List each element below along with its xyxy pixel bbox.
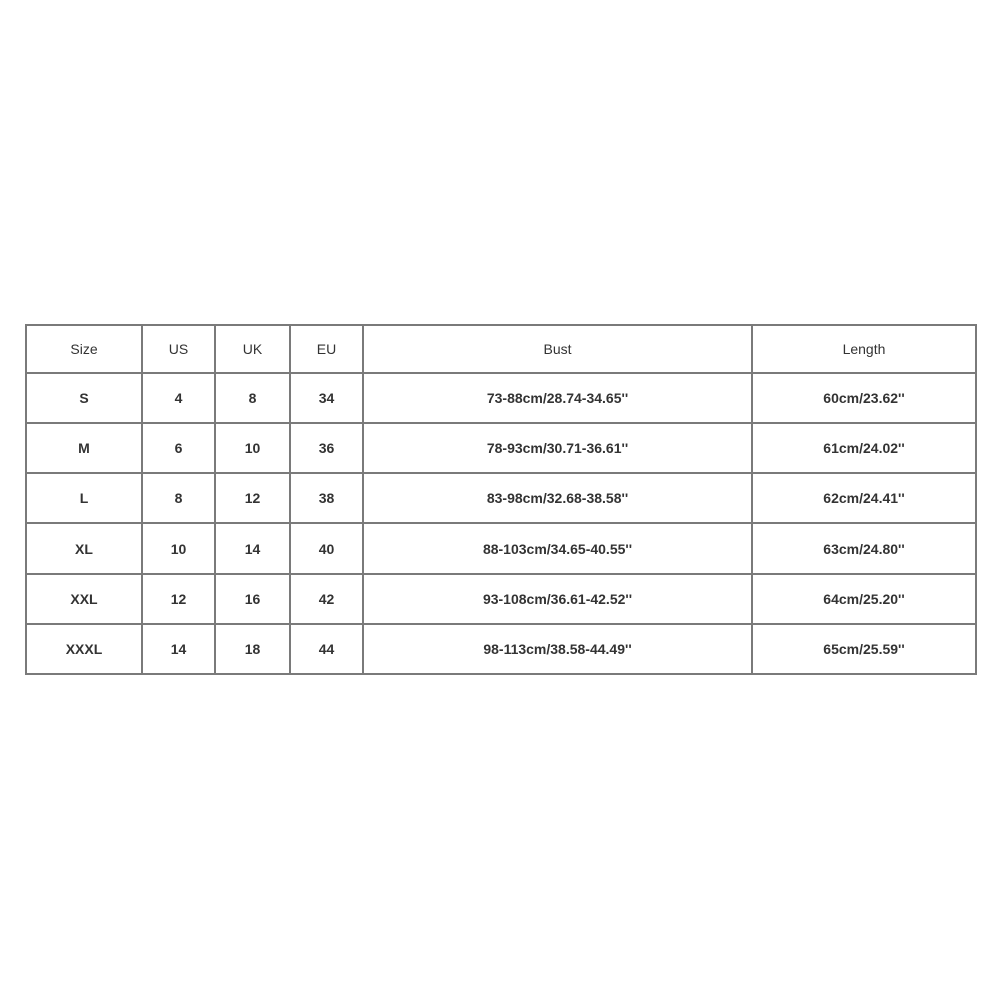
cell-eu: 36 xyxy=(290,423,363,473)
cell-bust: 93-108cm/36.61-42.52'' xyxy=(363,574,752,624)
cell-length: 63cm/24.80'' xyxy=(752,523,976,573)
cell-uk: 8 xyxy=(215,373,290,423)
cell-size: XL xyxy=(26,523,142,573)
cell-bust: 88-103cm/34.65-40.55'' xyxy=(363,523,752,573)
cell-uk: 18 xyxy=(215,624,290,674)
cell-length: 60cm/23.62'' xyxy=(752,373,976,423)
header-row xyxy=(26,325,976,373)
table-row xyxy=(26,473,976,523)
header-us: US xyxy=(142,325,215,373)
cell-us: 12 xyxy=(142,574,215,624)
table-row xyxy=(26,624,976,674)
cell-length: 62cm/24.41'' xyxy=(752,473,976,523)
cell-size: S xyxy=(26,373,142,423)
header-uk: UK xyxy=(215,325,290,373)
cell-eu: 40 xyxy=(290,523,363,573)
cell-us: 8 xyxy=(142,473,215,523)
cell-us: 14 xyxy=(142,624,215,674)
cell-uk: 14 xyxy=(215,523,290,573)
cell-size: M xyxy=(26,423,142,473)
cell-size: L xyxy=(26,473,142,523)
cell-uk: 16 xyxy=(215,574,290,624)
cell-size: XXL xyxy=(26,574,142,624)
cell-eu: 34 xyxy=(290,373,363,423)
cell-bust: 78-93cm/30.71-36.61'' xyxy=(363,423,752,473)
header-eu: EU xyxy=(290,325,363,373)
cell-length: 65cm/25.59'' xyxy=(752,624,976,674)
cell-eu: 44 xyxy=(290,624,363,674)
cell-us: 10 xyxy=(142,523,215,573)
table-row xyxy=(26,574,976,624)
table-row xyxy=(26,373,976,423)
header-size: Size xyxy=(26,325,142,373)
size-chart-table xyxy=(25,324,977,675)
cell-length: 64cm/25.20'' xyxy=(752,574,976,624)
cell-bust: 73-88cm/28.74-34.65'' xyxy=(363,373,752,423)
cell-size: XXXL xyxy=(26,624,142,674)
cell-eu: 38 xyxy=(290,473,363,523)
cell-bust: 98-113cm/38.58-44.49'' xyxy=(363,624,752,674)
cell-us: 4 xyxy=(142,373,215,423)
cell-us: 6 xyxy=(142,423,215,473)
cell-uk: 10 xyxy=(215,423,290,473)
cell-uk: 12 xyxy=(215,473,290,523)
cell-bust: 83-98cm/32.68-38.58'' xyxy=(363,473,752,523)
cell-length: 61cm/24.02'' xyxy=(752,423,976,473)
table-row xyxy=(26,423,976,473)
cell-eu: 42 xyxy=(290,574,363,624)
header-length: Length xyxy=(752,325,976,373)
header-bust: Bust xyxy=(363,325,752,373)
table-row xyxy=(26,523,976,573)
